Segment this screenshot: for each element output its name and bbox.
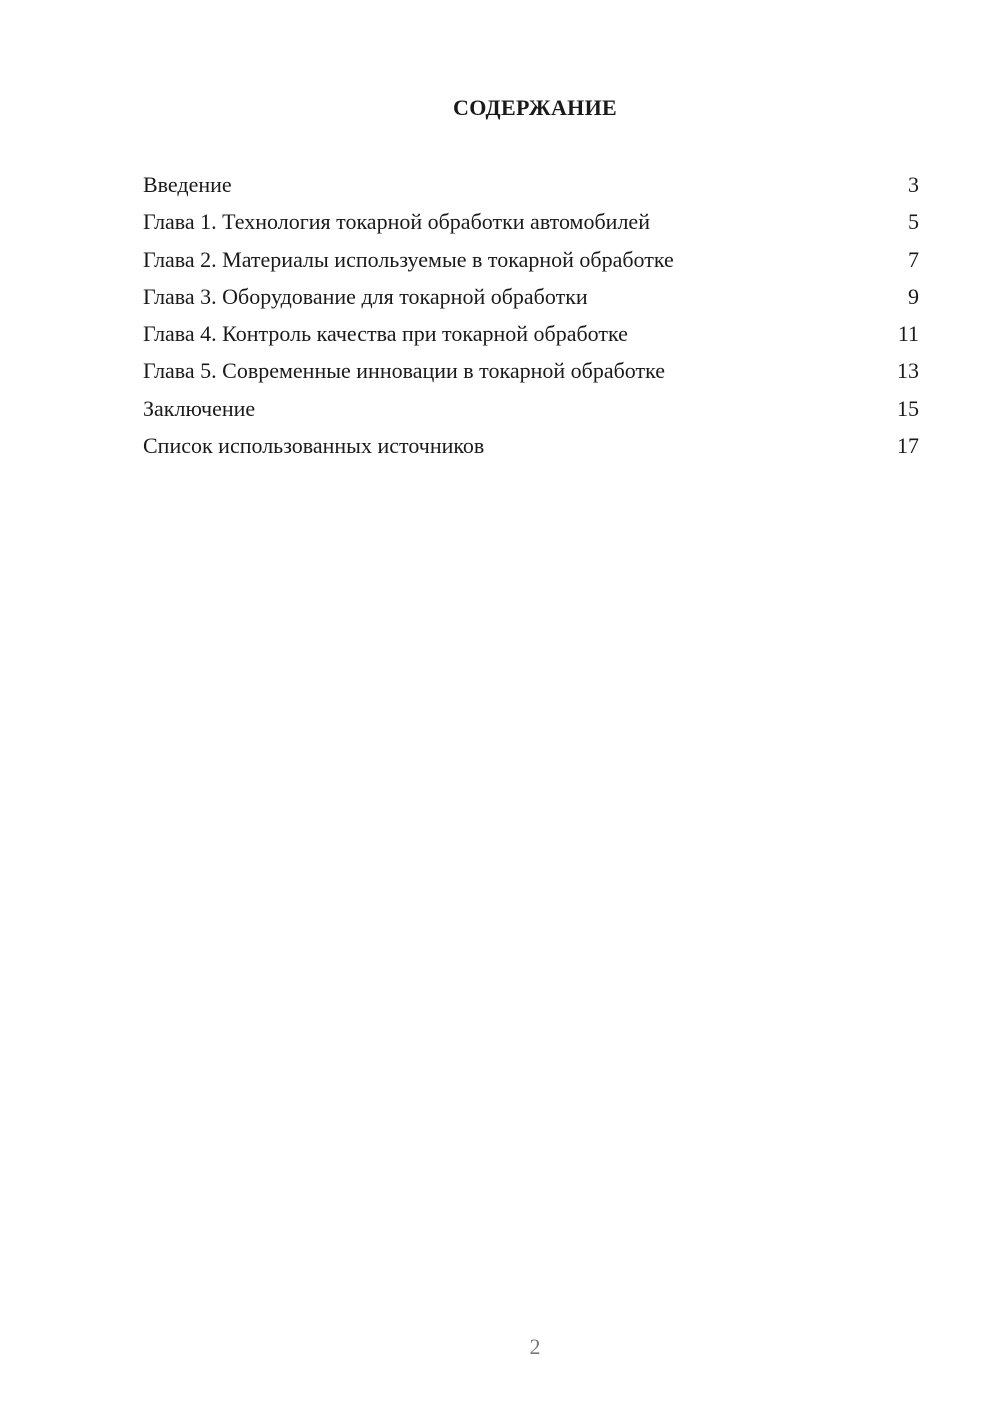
toc-entry-page: 15 [897, 395, 919, 421]
toc-entry-label: Заключение [143, 395, 256, 421]
toc-entry-label: Глава 4. Контроль качества при токарной обработке [143, 321, 628, 347]
toc-entry-page: 11 [897, 321, 919, 347]
toc-entry-chapter-5 [143, 356, 919, 393]
toc-entry-label: Глава 2. Материалы используемые в токарной обработке [143, 246, 674, 272]
toc-entry-label: Введение [143, 172, 232, 197]
toc-entry-label: Глава 5. Современные инновации в токарной обработке [143, 358, 666, 384]
toc-entry-conclusion [143, 394, 919, 431]
toc-entry-page: 13 [897, 358, 919, 384]
toc-entry-references [143, 431, 919, 468]
toc-entry-label: Список использованных источников [143, 433, 485, 459]
toc-entry-introduction [143, 170, 919, 207]
page-number: 2 [529, 1334, 541, 1359]
toc-entry-page: 17 [897, 433, 919, 459]
toc-entry-chapter-3 [143, 282, 919, 319]
toc-entry-label: Глава 1. Технология токарной обработки автомобилей [143, 209, 650, 235]
toc-entry-page: 3 [908, 172, 919, 197]
toc-entry-chapter-2 [143, 245, 919, 282]
table-of-contents [143, 170, 919, 468]
toc-entry-chapter-1 [143, 207, 919, 244]
toc-entry-page: 7 [908, 246, 919, 272]
toc-entry-page: 5 [908, 209, 919, 235]
toc-entry-chapter-4 [143, 319, 919, 356]
toc-entry-label: Глава 3. Оборудование для токарной обработки [143, 283, 588, 309]
page-title: СОДЕРЖАНИЕ [453, 95, 617, 120]
toc-entry-page: 9 [908, 283, 919, 309]
